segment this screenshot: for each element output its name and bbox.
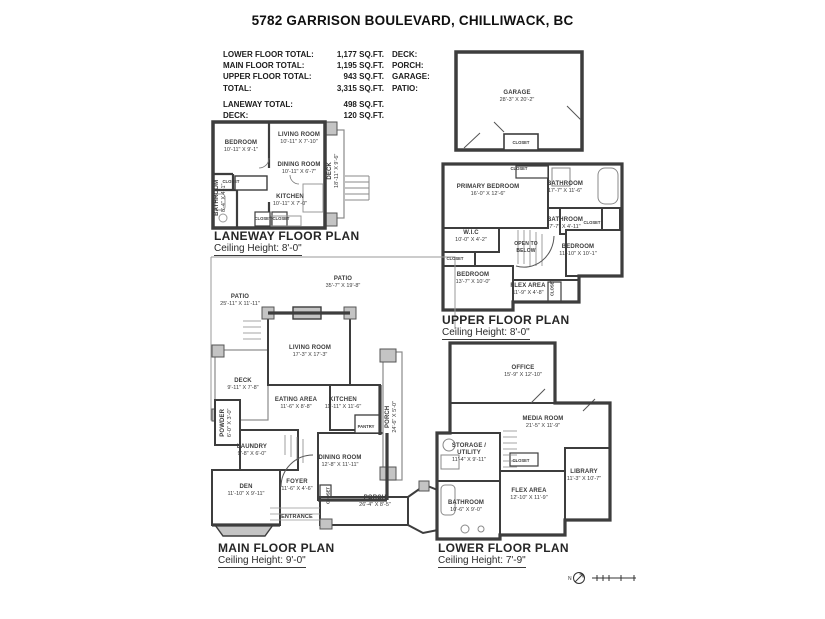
summary-label: PORCH: [392,61,424,71]
room-label-primary-bedroom: PRIMARY BEDROOM 16'-0" X 12'-6" [456,184,520,197]
room-label-upper-bathroom-small: BATHROOM 7'-7" X 4'-11" [546,217,584,230]
lower-ceiling-height: Ceiling Height: 7'-9" [438,555,526,566]
room-label-den: DEN 11'-10" X 9'-11" [227,484,265,497]
room-label-powder: POWDER 6'-0" X 3'-0" [220,408,234,438]
room-label-laneway-closet: CLOSET [254,216,272,221]
summary-value: 120 SQ.FT. [343,111,384,121]
room-label-library: LIBRARY 11'-3" X 10'-7" [566,469,602,482]
room-label-open-to-below: OPEN TO BELOW [514,241,538,254]
room-label-upper-closet: CLOSET [510,166,528,171]
room-label-garage: GARAGE 28'-3" X 20'-2" [499,90,535,103]
room-label-main-kitchen: KITCHEN 11'-11" X 11'-6" [324,397,362,410]
room-label-laneway-living: LIVING ROOM 10'-11" X 7'-10" [278,132,320,145]
room-label-laundry: LAUNDRY 9'-8" X 6'-0" [236,444,268,457]
room-label-upper-closet: CLOSET [446,256,464,261]
summary-value: 3,315 SQ.FT. [336,83,384,93]
room-label-main-living: LIVING ROOM 17'-3" X 17'-3" [289,345,331,358]
room-label-eating-area: EATING AREA 11'-6" X 8'-8" [274,397,318,410]
room-label-laneway-bathroom: BATHROOM 8'-4" X 4'-1" [214,179,228,216]
page-title: 5782 GARRISON BOULEVARD, CHILLIWACK, BC [251,13,574,28]
summary-value: 1,195 SQ.FT. [336,61,384,71]
room-label-storage-utility: STORAGE / UTILITY 11'-4" X 9'-11" [451,443,487,463]
summary-label: UPPER FLOOR TOTAL: [223,72,312,82]
room-label-laneway-bedroom: BEDROOM 10'-11" X 9'-1" [223,140,259,153]
room-label-porch-front: PORCH 26'-4" X 8'-5" [359,495,391,508]
scale-bar [592,575,636,581]
summary-label: MAIN FLOOR TOTAL: [223,61,305,71]
main-floor-plan-drawing [203,245,460,545]
room-label-lower-bathroom: BATHROOM 10'-6" X 9'-0" [447,500,485,513]
upper-plan-title: UPPER FLOOR PLAN [442,313,570,327]
room-label-garage-closet: CLOSET [512,140,530,145]
room-label-entrance: ENTRANCE [281,514,313,520]
room-label-main-deck: DECK 9'-11" X 7'-8" [227,378,259,391]
room-label-upper-closet: CLOSET [549,279,555,296]
summary-label: PATIO: [392,83,418,93]
room-label-patio-left: PATIO 25'-11" X 11'-11" [220,294,260,307]
room-label-upper-bedroom-right: BEDROOM 11'-10" X 10'-1" [559,244,597,257]
main-plan-title: MAIN FLOOR PLAN [218,541,335,555]
room-label-upper-bathroom-main: BATHROOM 17'-7" X 11'-6" [546,181,584,194]
summary-label: LOWER FLOOR TOTAL: [223,50,314,59]
main-ceiling-height: Ceiling Height: 9'-0" [218,555,306,566]
room-label-patio-big: PATIO 35'-7" X 19'-8" [325,276,361,289]
lower-plan-title: LOWER FLOOR PLAN [438,541,569,555]
room-label-laneway-closet: CLOSET [222,179,240,184]
compass-north-label: N [568,576,572,582]
summary-value: 943 SQ.FT. [343,72,384,82]
room-label-laneway-kitchen: KITCHEN 10'-11" X 7'-0" [272,194,308,207]
room-label-media-room: MEDIA ROOM 21'-5" X 11'-9" [522,416,564,429]
map-legend [562,566,644,592]
laneway-plan-title: LANEWAY FLOOR PLAN [214,229,360,243]
room-label-upper-bedroom-left: BEDROOM 13'-7" X 10'-0" [455,272,491,285]
room-label-foyer: FOYER 11'-6" X 4'-6" [281,479,313,492]
room-label-laneway-closet: CLOSET [272,216,290,221]
laneway-ceiling-height: Ceiling Height: 8'-0" [214,243,302,254]
compass-icon [568,573,585,584]
room-label-wic: W.I.C 10'-0" X 4'-2" [455,230,487,243]
summary-value: 498 SQ.FT. [343,99,384,109]
room-label-lower-flex: FLEX AREA 12'-10" X 11'-9" [510,488,548,501]
room-label-porch-side: PORCH 24'-6" X 5'-0" [385,400,399,433]
summary-label: GARAGE: [392,72,430,82]
room-label-laneway-dining: DINING ROOM 10'-11" X 6'-7" [277,162,321,175]
summary-label: LANEWAY TOTAL: [223,99,293,109]
summary-label: TOTAL: [223,83,252,93]
room-label-upper-closet: CLOSET [583,220,601,225]
room-label-laneway-deck: DECK 18'-11" X 9'-6" [327,153,341,188]
upper-ceiling-height: Ceiling Height: 8'-0" [442,327,530,338]
room-label-main-dining: DINING ROOM 12'-8" X 11'-11" [318,455,362,468]
room-label-pantry: PANTRY [357,424,375,429]
summary-value: 1,177 SQ.FT. [336,50,384,59]
summary-label: DECK: [223,111,249,121]
summary-label: DECK: [392,50,418,59]
garage-plan-drawing [444,44,594,166]
room-label-lower-closet: CLOSET [512,458,530,463]
room-label-upper-flex: FLEX AREA 11'-9" X 4'-8" [510,283,546,296]
room-label-main-closet: CLOSET [325,487,331,504]
room-label-office: OFFICE 15'-9" X 12'-10" [504,365,542,378]
